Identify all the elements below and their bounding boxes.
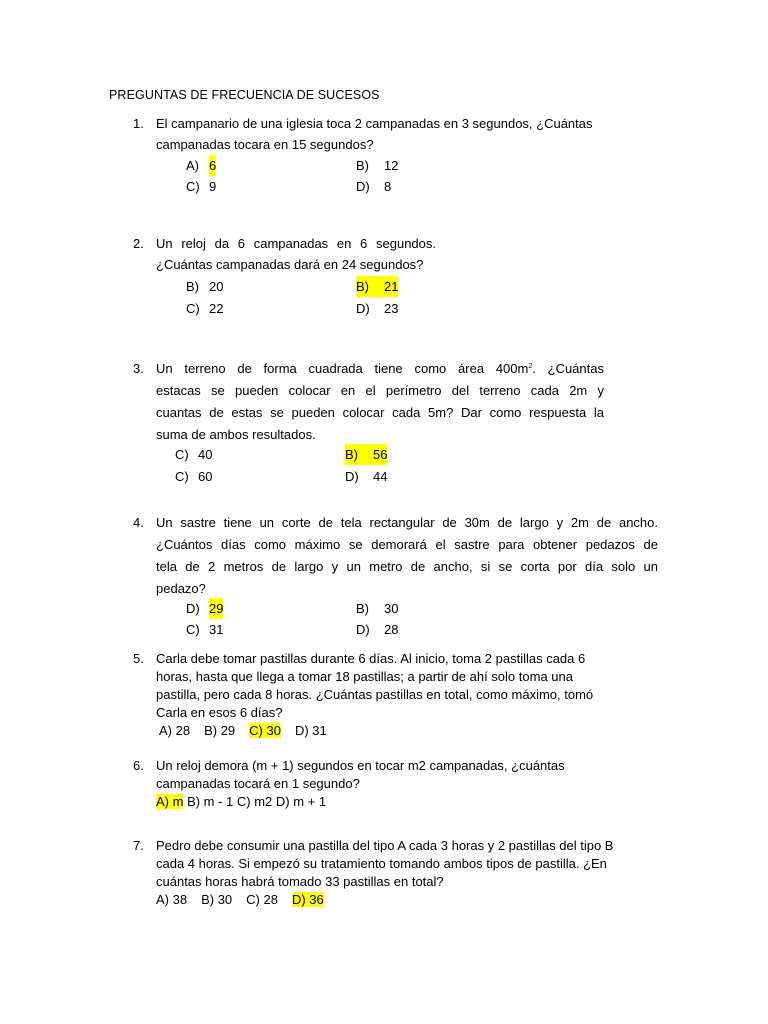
option: C) 31 <box>186 622 224 637</box>
question-number: 5. <box>133 651 144 666</box>
correct-answer-highlight: B) 21 <box>356 276 398 297</box>
option: C) 60 <box>175 469 213 484</box>
correct-answer-highlight: D) 36 <box>291 892 324 907</box>
options-row: A) m B) m - 1 C) m2 D) m + 1 <box>156 794 327 809</box>
option: D) 28 <box>356 622 399 637</box>
option: D) 44 <box>345 469 388 484</box>
question-number: 3. <box>133 361 144 376</box>
correct-answer-highlight: 6 <box>209 155 216 176</box>
question-number: 7. <box>133 838 144 853</box>
option: A) 6 <box>186 155 216 176</box>
correct-answer-highlight: B) 56 <box>345 444 387 465</box>
options-row: A) 28 B) 29 C) 30 D) 31 <box>159 723 327 738</box>
option: D) 8 <box>356 179 392 194</box>
question-text: Carla debe tomar pastillas durante 6 días. Al inicio, toma 2 pastillas cada 6 horas, hasta que llega a tomar 18 pastillas; a partir de ahí solo toma una pastilla, pero cada 8 horas. ¿Cuántas pastillas en total, como máximo, tomó Carla en esos 6 días? A) 28 B) 29 C) 30 D) 31 <box>156 651 594 738</box>
question-number: 4. <box>133 515 144 530</box>
document-title: PREGUNTAS DE FRECUENCIA DE SUCESOS <box>109 88 380 102</box>
question-text: Un reloj da 6 campanadas en 6 segundos. ¿Cuántas campanadas dará en 24 segundos? <box>156 236 436 272</box>
option: C) 9 <box>186 179 217 194</box>
correct-answer-highlight: 29 <box>209 598 223 619</box>
question-number: 2. <box>133 236 144 251</box>
question-text: Un reloj demora (m + 1) segundos en tocar m2 campanadas, ¿cuántas campanadas tocará en 1 segundo? A) m B) m - 1 C) m2 D) m + 1 <box>156 758 565 809</box>
correct-answer-highlight: A) m <box>156 794 184 809</box>
option: B) 20 <box>186 279 224 294</box>
options-row: A) 38 B) 30 C) 28 D) 36 <box>156 892 324 907</box>
option: C) 40 <box>175 447 213 462</box>
option: D) 29 <box>186 598 223 619</box>
question-text: Pedro debe consumir una pastilla del tipo A cada 3 horas y 2 pastillas del tipo B cada 4 horas. Si empezó su tratamiento tomando ambos tipos de pastilla. ¿En cuántas horas habrá tomado 33 pastillas en total? A) 38 B) 30 C) 28 D) 36 <box>156 838 614 907</box>
option: B) 12 <box>356 158 399 173</box>
question-number: 6. <box>133 758 144 773</box>
question-text: El campanario de una iglesia toca 2 campanadas en 3 segundos, ¿Cuántas campanadas tocara en 15 segundos? <box>156 116 593 152</box>
option: D) 23 <box>356 301 399 316</box>
option: C) 22 <box>186 301 224 316</box>
question-text: Un sastre tiene un corte de tela rectangular de 30m de largo y 2m de ancho. ¿Cuántos días como máximo se demorará el sastre para obtener pedazos de tela de 2 metros de largo y un metro de ancho, si se corta por día solo un pedazo? <box>156 515 658 596</box>
option: B) 30 <box>356 601 399 616</box>
question-text: Un terreno de forma cuadrada tiene como área $400m^2$. ¿Cuántas estacas se pueden colocar en el perímetro del terreno cada 2m y cuantas de estas se pueden colocar cada 5m? Dar como respuesta la suma de ambos resultados. <box>156 361 604 442</box>
correct-answer-highlight: C) 30 <box>249 723 281 738</box>
question-number: 1. <box>133 116 144 131</box>
